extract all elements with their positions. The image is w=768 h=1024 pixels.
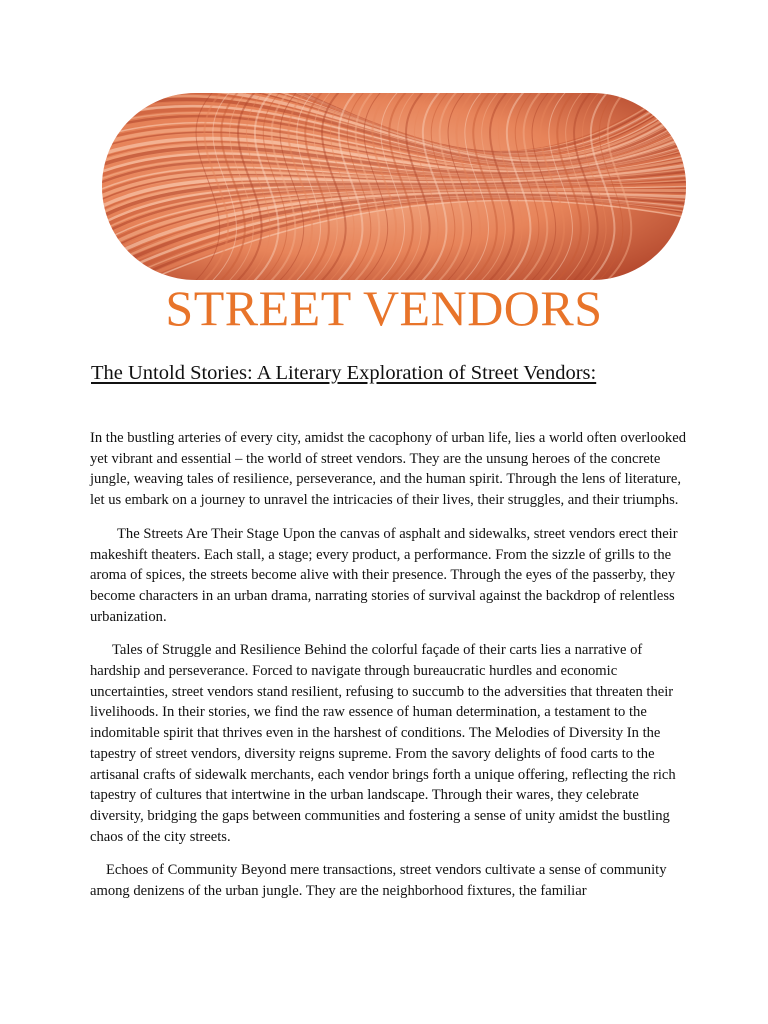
header-banner-image (102, 93, 686, 280)
document-title: STREET VENDORS (165, 280, 603, 336)
swirl-pattern-graphic (102, 93, 686, 280)
paragraph-struggle-resilience: Tales of Struggle and Resilience Behind the colorful façade of their carts lies a narrative of hardship and perseverance. Forced to navigate through bureaucratic hurdles and economic uncertainties, street vendors stand resilient, refusing to succumb to the adversities that threaten their livelihoods. In their stories, we find the raw essence of human determination, a testament to the indomitable spirit that thrives even in the harshest of conditions. The Melodies of Diversity In the tapestry of street vendors, diversity reigns supreme. From the savory delights of food carts to the artisanal crafts of sidewalk merchants, each vendor brings forth a unique offering, reflecting the rich tapestry of cultures that intertwine in the urban landscape. Through their wares, they celebrate diversity, bridging the gaps between communities and fostering a sense of unity amidst the bustling chaos of the city streets. (90, 642, 676, 845)
paragraph-streets-stage: The Streets Are Their Stage Upon the canvas of asphalt and sidewalks, street vendors erect their makeshift theaters. Each stall, a stage; every product, a performance. From the sizzle of grills to the aroma of spices, the streets become alive with their presence. Through the eyes of the passerby, they become characters in an urban drama, narrating stories of survival against the backdrop of relentless urbanization. (90, 525, 678, 625)
document-subtitle: The Untold Stories: A Literary Exploration of Street Vendors: (91, 362, 597, 384)
body-text (90, 428, 686, 915)
paragraph-community: Echoes of Community Beyond mere transactions, street vendors cultivate a sense of community among denizens of the urban jungle. They are the neighborhood fixtures, the familiar (90, 862, 667, 900)
paragraph-intro: In the bustling arteries of every city, amidst the cacophony of urban life, lies a world often overlooked yet vibrant and essential – the world of street vendors. They are the unsung heroes of the concrete jungle, weaving tales of resilience, perseverance, and the human spirit. Through the lens of literature, let us embark on a journey to unravel the intricacies of their lives, their struggles, and their triumphs. (90, 430, 686, 509)
